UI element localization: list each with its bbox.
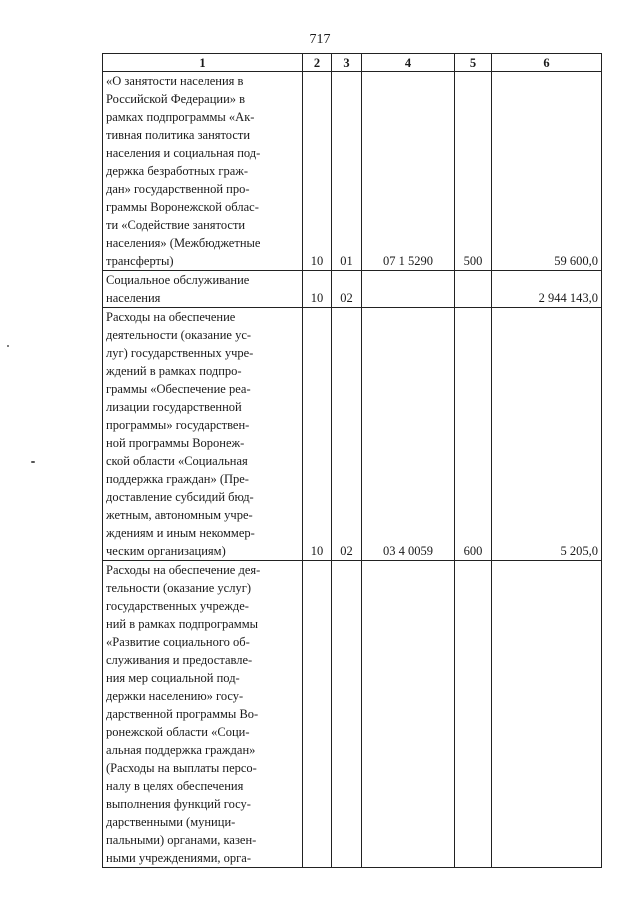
description-line: выполнения функций госу- [106,797,251,811]
description-line: держка безработных граж- [106,164,249,178]
description-line: граммы Воронежской облас- [106,200,259,214]
cell-vr: 500 [455,72,492,271]
description-line: держки населению» госу- [106,689,244,703]
description-line: ния мер социальной под- [106,671,240,685]
description-line: дан» государственной про- [106,182,250,196]
description-line: дарственными (муници- [106,815,236,829]
description-line: ждений в рамках подпро- [106,364,242,378]
description-line: ными учреждениями, орга- [106,851,252,865]
table-row [103,271,602,308]
description-line: программы» государствен- [106,418,250,432]
row-description [103,308,303,561]
description-line: ронежской области «Соци- [106,725,250,739]
header-col-1: 1 [103,54,303,72]
description-line: населения» (Межбюджетные [106,236,261,250]
header-col-3: 3 [332,54,362,72]
description-line: пальными) органами, казен- [106,833,257,847]
description-line: населения [106,291,161,305]
description-line: тельности (оказание услуг) [106,581,251,595]
description-line: ждениям и иным некоммер- [106,526,255,540]
description-line: Расходы на обеспечение дея- [106,563,261,577]
cell-rz: 10 [303,72,332,271]
description-line: деятельности (оказание ус- [106,328,252,342]
description-line: лизации государственной [106,400,242,414]
header-row [103,54,602,72]
scan-speck [7,345,9,347]
description-line: Российской Федерации» в [106,92,246,106]
description-line: ний в рамках подпрограммы [106,617,259,631]
description-line: налу в целях обеспечения [106,779,244,793]
cell-amount: 59 600,0 [492,72,602,271]
budget-table [102,53,602,868]
cell-csr [362,271,455,308]
cell-vr: 600 [455,308,492,561]
table-row [103,561,602,868]
description-line: поддержка граждан» (Пре- [106,472,249,486]
cell-amount [492,561,602,868]
cell-rz [303,561,332,868]
cell-vr [455,561,492,868]
header-col-6: 6 [492,54,602,72]
cell-csr [362,561,455,868]
description-line: жетным, автономным учре- [106,508,253,522]
description-line: «Развитие социального об- [106,635,250,649]
description-line: государственных учрежде- [106,599,249,613]
header-col-5: 5 [455,54,492,72]
description-line: служивания и предоставле- [106,653,253,667]
description-line: трансферты) [106,254,174,268]
cell-vr [455,271,492,308]
row-description [103,72,303,271]
header-col-2: 2 [303,54,332,72]
description-line: доставление субсидий бюд- [106,490,254,504]
cell-rz: 10 [303,271,332,308]
description-line: Социальное обслуживание [106,273,250,287]
table-row [103,308,602,561]
row-description [103,271,303,308]
cell-pr: 02 [332,271,362,308]
description-line: ти «Содействие занятости [106,218,246,232]
description-line: рамках подпрограммы «Ак- [106,110,255,124]
cell-rz: 10 [303,308,332,561]
cell-amount: 2 944 143,0 [492,271,602,308]
cell-csr: 07 1 5290 [362,72,455,271]
description-line: тивная политика занятости [106,128,251,142]
table-row [103,72,602,271]
cell-pr: 01 [332,72,362,271]
scan-speck [31,461,35,463]
page-number: 717 [309,32,331,47]
description-line: альная поддержка граждан» [106,743,256,757]
cell-amount: 5 205,0 [492,308,602,561]
description-line: граммы «Обеспечение реа- [106,382,251,396]
description-line: Расходы на обеспечение [106,310,236,324]
cell-csr: 03 4 0059 [362,308,455,561]
description-line: луг) государственных учре- [106,346,254,360]
cell-pr: 02 [332,308,362,561]
header-col-4: 4 [362,54,455,72]
description-line: населения и социальная под- [106,146,261,160]
description-line: (Расходы на выплаты персо- [106,761,257,775]
row-description [103,561,303,868]
description-line: ческим организациям) [106,544,226,558]
cell-pr [332,561,362,868]
description-line: ной программы Воронеж- [106,436,245,450]
description-line: ской области «Социальная [106,454,248,468]
description-line: дарственной программы Во- [106,707,259,721]
description-line: «О занятости населения в [106,74,244,88]
